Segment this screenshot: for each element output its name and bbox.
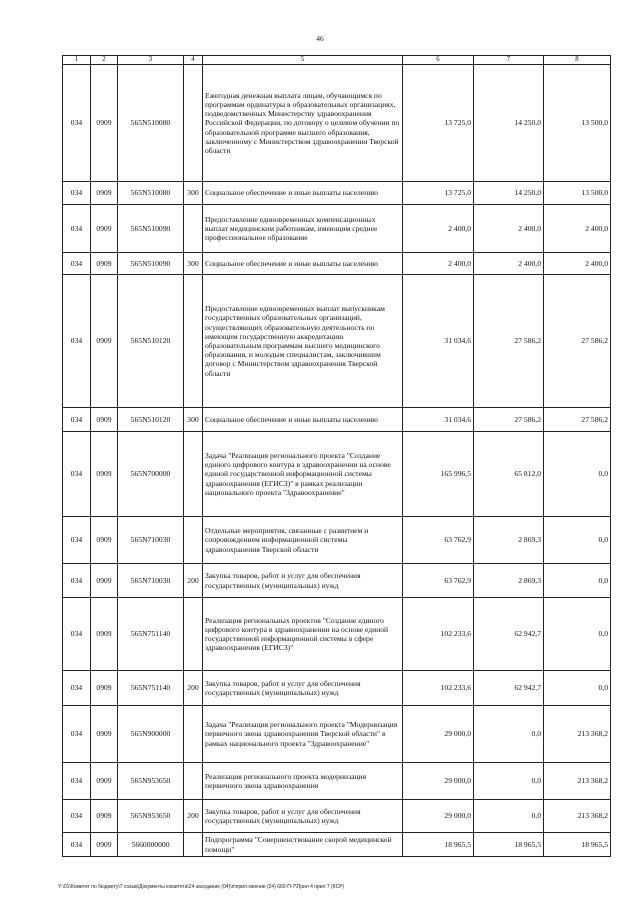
target-article-cell: 5660000000 <box>118 833 184 857</box>
target-article-cell: 565N510120 <box>118 408 184 432</box>
table-row <box>63 800 611 833</box>
amount-year3-cell: 0,0 <box>544 671 611 706</box>
table-row <box>63 205 611 253</box>
table-row <box>63 517 611 564</box>
expense-type-cell <box>184 763 203 800</box>
section-code-cell: 0909 <box>91 408 118 432</box>
target-article-cell: 565N510120 <box>118 275 184 408</box>
amount-year1-cell: 29 000,0 <box>403 800 474 833</box>
target-article-cell: 565N710030 <box>118 517 184 564</box>
table-row <box>63 182 611 205</box>
amount-year3-cell: 0,0 <box>544 517 611 564</box>
agency-code-cell: 034 <box>63 182 91 205</box>
amount-year3-cell: 213 368,2 <box>544 800 611 833</box>
expense-type-cell <box>184 205 203 253</box>
target-article-cell: 565N710030 <box>118 564 184 598</box>
section-code-cell: 0909 <box>91 833 118 857</box>
expense-type-cell: 200 <box>184 800 203 833</box>
amount-year3-cell: 27 586,2 <box>544 275 611 408</box>
target-article-cell: 565N953650 <box>118 800 184 833</box>
amount-year1-cell: 102 233,6 <box>403 671 474 706</box>
section-code-cell: 0909 <box>91 671 118 706</box>
section-code-cell: 0909 <box>91 432 118 517</box>
amount-year1-cell: 31 034,6 <box>403 408 474 432</box>
target-article-cell: 565N751140 <box>118 671 184 706</box>
amount-year2-cell: 0,0 <box>474 706 544 763</box>
target-article-cell: 565N700000 <box>118 432 184 517</box>
amount-year1-cell: 102 233,6 <box>403 598 474 671</box>
amount-year3-cell: 13 500,0 <box>544 65 611 182</box>
section-code-cell: 0909 <box>91 706 118 763</box>
amount-year1-cell: 29 000,0 <box>403 763 474 800</box>
page-number: 46 <box>316 34 324 43</box>
amount-year2-cell: 62 942,7 <box>474 598 544 671</box>
agency-code-cell: 034 <box>63 408 91 432</box>
budget-table <box>62 55 611 857</box>
target-article-cell: 565N510080 <box>118 182 184 205</box>
table-row <box>63 833 611 857</box>
agency-code-cell: 034 <box>63 671 91 706</box>
amount-year1-cell: 13 725,0 <box>403 65 474 182</box>
amount-year3-cell: 27 586,2 <box>544 408 611 432</box>
description-cell: Подпрограмма "Совершенствование скорой медицинской помощи" <box>203 833 403 857</box>
amount-year1-cell: 2 400,0 <box>403 205 474 253</box>
amount-year2-cell: 65 812,0 <box>474 432 544 517</box>
amount-year3-cell: 0,0 <box>544 564 611 598</box>
table-row <box>63 564 611 598</box>
header-cell: 7 <box>474 56 544 65</box>
table-row <box>63 706 611 763</box>
section-code-cell: 0909 <box>91 800 118 833</box>
amount-year2-cell: 0,0 <box>474 763 544 800</box>
description-cell: Закупка товаров, работ и услуг для обеспечения государственных (муниципальных) нужд <box>203 671 403 706</box>
expense-type-cell: 300 <box>184 408 203 432</box>
section-code-cell: 0909 <box>91 275 118 408</box>
agency-code-cell: 034 <box>63 763 91 800</box>
agency-code-cell: 034 <box>63 706 91 763</box>
amount-year3-cell: 2 400,0 <box>544 205 611 253</box>
description-cell: Социальное обеспечение и иные выплаты населению <box>203 408 403 432</box>
table-row <box>63 65 611 182</box>
amount-year2-cell: 27 586,2 <box>474 275 544 408</box>
amount-year2-cell: 62 942,7 <box>474 671 544 706</box>
header-cell: 6 <box>403 56 474 65</box>
target-article-cell: 565N953650 <box>118 763 184 800</box>
agency-code-cell: 034 <box>63 205 91 253</box>
amount-year1-cell: 2 400,0 <box>403 253 474 275</box>
table-header-row <box>63 56 611 65</box>
description-cell: Закупка товаров, работ и услуг для обеспечения государственных (муниципальных) нужд <box>203 564 403 598</box>
description-cell: Реализация региональных проектов "Создание единого цифрового контура в здравоохранении на основе единой государственной информационной системы в сфере здравоохранения (ЕГИСЗ)" <box>203 598 403 671</box>
agency-code-cell: 034 <box>63 517 91 564</box>
amount-year1-cell: 31 034,6 <box>403 275 474 408</box>
target-article-cell: 565N510090 <box>118 253 184 275</box>
section-code-cell: 0909 <box>91 205 118 253</box>
table-row <box>63 408 611 432</box>
description-cell: Реализация регионального проекта модернизация первичного звена здравоохранения <box>203 763 403 800</box>
description-cell: Отдельные мероприятия, связанные с развитием и сопровождением информационной системы здравоохранения Тверской области <box>203 517 403 564</box>
amount-year2-cell: 2 869,3 <box>474 517 544 564</box>
section-code-cell: 0909 <box>91 517 118 564</box>
table-row <box>63 598 611 671</box>
agency-code-cell: 034 <box>63 800 91 833</box>
agency-code-cell: 034 <box>63 432 91 517</box>
expense-type-cell: 200 <box>184 671 203 706</box>
expense-type-cell <box>184 706 203 763</box>
amount-year3-cell: 213 368,2 <box>544 706 611 763</box>
table-row <box>63 275 611 408</box>
amount-year2-cell: 27 586,2 <box>474 408 544 432</box>
target-article-cell: 565N900000 <box>118 706 184 763</box>
amount-year1-cell: 18 965,5 <box>403 833 474 857</box>
section-code-cell: 0909 <box>91 564 118 598</box>
header-cell: 4 <box>184 56 203 65</box>
table-row <box>63 671 611 706</box>
header-cell: 3 <box>118 56 184 65</box>
amount-year3-cell: 18 965,5 <box>544 833 611 857</box>
table-row <box>63 763 611 800</box>
section-code-cell: 0909 <box>91 65 118 182</box>
description-cell: Предоставление единовременных выплат выпускникам государственных образовательных организаций, осуществляющих образовательную деятельность по имеющим государственную аккредитацию образовательным программам высшего медицинского образования, и молодым специалистам, заключившим договор с Министерством здравоохранения Тверской области <box>203 275 403 408</box>
expense-type-cell <box>184 275 203 408</box>
amount-year1-cell: 13 725,0 <box>403 182 474 205</box>
agency-code-cell: 034 <box>63 564 91 598</box>
expense-type-cell: 300 <box>184 182 203 205</box>
header-cell: 1 <box>63 56 91 65</box>
target-article-cell: 565N751140 <box>118 598 184 671</box>
agency-code-cell: 034 <box>63 253 91 275</box>
expense-type-cell: 200 <box>184 564 203 598</box>
agency-code-cell: 034 <box>63 833 91 857</box>
expense-type-cell <box>184 517 203 564</box>
description-cell: Ежегодная денежная выплата лицам, обучающимся по программам ординатуры в образовательных организациях, подведомственных Министерству здравоохранения Российской Федерации, по договору о целевом обучении по образовательной программе высшего образования, заключенному с Министерством здравоохранения Тверской области <box>203 65 403 182</box>
description-cell: Закупка товаров, работ и услуг для обеспечения государственных (муниципальных) нужд <box>203 800 403 833</box>
amount-year3-cell: 0,0 <box>544 432 611 517</box>
amount-year1-cell: 63 762,9 <box>403 517 474 564</box>
header-cell: 2 <box>91 56 118 65</box>
section-code-cell: 0909 <box>91 598 118 671</box>
description-cell: Социальное обеспечение и иные выплаты населению <box>203 182 403 205</box>
expense-type-cell: 300 <box>184 253 203 275</box>
amount-year3-cell: 213 368,2 <box>544 763 611 800</box>
amount-year2-cell: 0,0 <box>474 800 544 833</box>
expense-type-cell <box>184 65 203 182</box>
agency-code-cell: 034 <box>63 65 91 182</box>
amount-year2-cell: 18 965,5 <box>474 833 544 857</box>
amount-year2-cell: 14 250,0 <box>474 65 544 182</box>
amount-year2-cell: 2 869,3 <box>474 564 544 598</box>
header-cell: 8 <box>544 56 611 65</box>
agency-code-cell: 034 <box>63 275 91 408</box>
amount-year1-cell: 165 996,5 <box>403 432 474 517</box>
file-path-footer: Y:\01\Комитет по бюджету\7 созыв\Документы комитета\24 заседание (04)\п\прил.ожение (24) 660-П-7\Прил 4 прил 7 (КСР) <box>58 884 345 890</box>
description-cell: Задача "Реализация регионального проекта "Модернизация первичного звена здравоохранения Тверской области" в рамках национального проекта "Здравоохранение" <box>203 706 403 763</box>
expense-type-cell <box>184 432 203 517</box>
amount-year3-cell: 0,0 <box>544 598 611 671</box>
header-cell: 5 <box>203 56 403 65</box>
section-code-cell: 0909 <box>91 763 118 800</box>
target-article-cell: 565N510090 <box>118 205 184 253</box>
amount-year2-cell: 2 400,0 <box>474 253 544 275</box>
description-cell: Предоставление единовременных компенсационных выплат медицинским работникам, имеющим среднее профессиональное образование <box>203 205 403 253</box>
amount-year2-cell: 2 400,0 <box>474 205 544 253</box>
amount-year2-cell: 14 250,0 <box>474 182 544 205</box>
table-row <box>63 253 611 275</box>
target-article-cell: 565N510080 <box>118 65 184 182</box>
table-row <box>63 432 611 517</box>
amount-year1-cell: 63 762,9 <box>403 564 474 598</box>
amount-year1-cell: 29 000,0 <box>403 706 474 763</box>
expense-type-cell <box>184 833 203 857</box>
section-code-cell: 0909 <box>91 182 118 205</box>
description-cell: Социальное обеспечение и иные выплаты населению <box>203 253 403 275</box>
amount-year3-cell: 13 500,0 <box>544 182 611 205</box>
section-code-cell: 0909 <box>91 253 118 275</box>
agency-code-cell: 034 <box>63 598 91 671</box>
description-cell: Задача "Реализация регионального проекта "Создание единого цифрового контура в здравоохранении на основе единой государственной информационной системы здравоохранения (ЕГИСЗ)" в рамках реализации национального проекта "Здравоохранение" <box>203 432 403 517</box>
expense-type-cell <box>184 598 203 671</box>
amount-year3-cell: 2 400,0 <box>544 253 611 275</box>
